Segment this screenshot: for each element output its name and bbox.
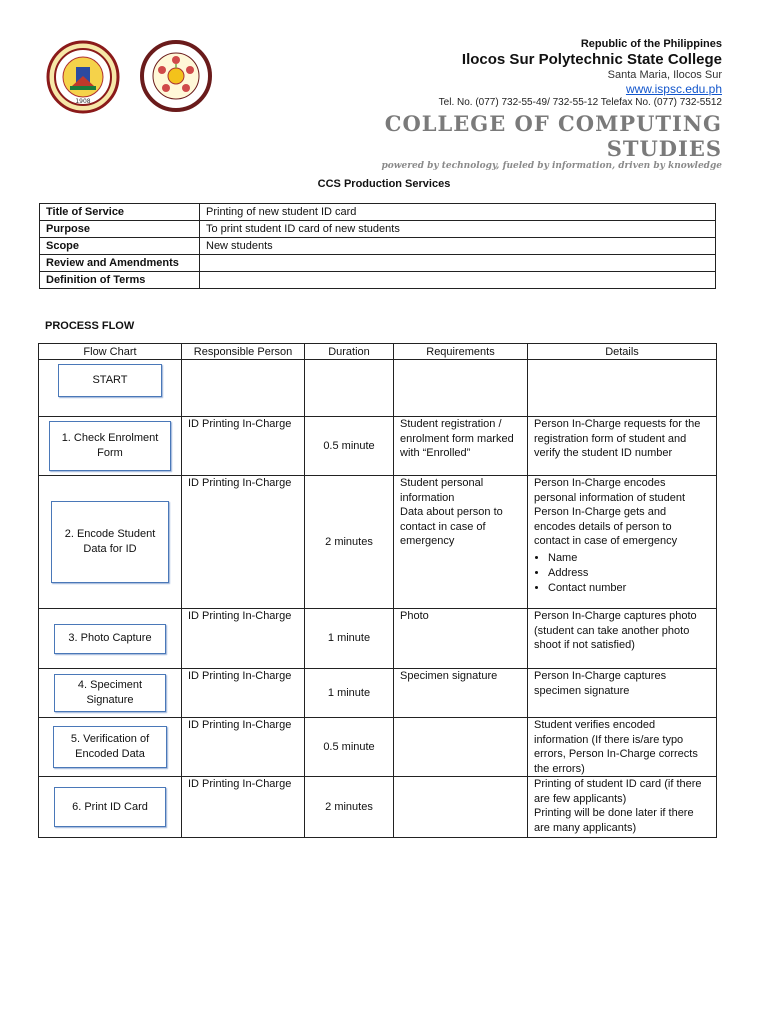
list-item: • Contact number: [548, 581, 710, 596]
service-key: Scope: [40, 238, 200, 255]
website-link[interactable]: www.ispsc.edu.ph: [625, 82, 722, 97]
requirements-cell: Specimen signature: [394, 669, 528, 718]
table-row: [39, 417, 717, 476]
details-cell: Person In-Charge requests for the registration form of student and verify the student ID number: [528, 417, 717, 476]
process-flow-table: [38, 343, 717, 838]
flow-cell: [39, 718, 182, 777]
requirement-text: Data about person to contact in case of emergency: [400, 506, 503, 547]
requirements-cell: [394, 777, 528, 838]
flow-cell: [39, 777, 182, 838]
flow-box-step: 2. Encode Student Data for ID: [51, 501, 169, 583]
details-cell: [528, 476, 717, 609]
service-value: [200, 255, 716, 272]
person-cell: ID Printing In-Charge: [182, 476, 305, 609]
table-row: [39, 777, 717, 838]
process-flow-heading: PROCESS FLOW: [45, 320, 135, 332]
department-name: COLLEGE OF COMPUTING STUDIES: [384, 110, 722, 161]
flow-cell: [39, 476, 182, 609]
detail-text: Printing of student ID card (if there are few applicants): [534, 778, 702, 805]
col-header: Responsible Person: [182, 344, 305, 360]
service-value: Printing of new student ID card: [200, 204, 716, 221]
service-info-table: [39, 203, 716, 289]
duration-cell: 1 minute: [305, 669, 394, 718]
list-item: • Name: [548, 551, 710, 566]
table-row: [40, 255, 716, 272]
table-row: [39, 669, 717, 718]
table-header-row: [39, 344, 717, 360]
detail-text: Person In-Charge encodes personal information of student: [534, 477, 686, 504]
flow-box-start: START: [58, 364, 162, 397]
tagline: powered by technology, fueled by information, driven by knowledge: [381, 161, 722, 172]
table-row: [40, 272, 716, 289]
person-cell: [182, 360, 305, 417]
col-header: Flow Chart: [39, 344, 182, 360]
service-value: [200, 272, 716, 289]
person-cell: ID Printing In-Charge: [182, 669, 305, 718]
person-cell: ID Printing In-Charge: [182, 777, 305, 838]
flow-box-step: 6. Print ID Card: [54, 787, 166, 827]
flow-box-step: 1. Check Enrolment Form: [49, 421, 171, 471]
details-cell: Student verifies encoded information (If there is/are typo errors, Person In-Charge corrects the errors): [528, 718, 717, 777]
table-row: [39, 476, 717, 609]
requirements-cell: [394, 718, 528, 777]
svg-text:ISPSC: ISPSC: [167, 101, 185, 108]
details-cell: [528, 360, 717, 417]
col-header: Duration: [305, 344, 394, 360]
service-key: Review and Amendments: [40, 255, 200, 272]
details-cell: [528, 777, 717, 838]
requirements-cell: [394, 360, 528, 417]
table-row: [40, 238, 716, 255]
service-value: New students: [200, 238, 716, 255]
ccs-seal-logo: [140, 40, 212, 112]
person-cell: ID Printing In-Charge: [182, 609, 305, 669]
duration-cell: 1 minute: [305, 609, 394, 669]
col-header: Requirements: [394, 344, 528, 360]
duration-cell: 2 minutes: [305, 476, 394, 609]
flow-cell: [39, 609, 182, 669]
flow-cell: [39, 417, 182, 476]
flow-box-step: 5. Verification of Encoded Data: [53, 726, 167, 768]
flow-cell: [39, 669, 182, 718]
person-cell: ID Printing In-Charge: [182, 718, 305, 777]
letterhead: [302, 38, 722, 172]
table-row: [40, 221, 716, 238]
table-row: [39, 360, 717, 417]
service-key: Title of Service: [40, 204, 200, 221]
service-key: Purpose: [40, 221, 200, 238]
republic-line: Republic of the Philippines: [580, 38, 722, 50]
person-cell: ID Printing In-Charge: [182, 417, 305, 476]
contact-bullet-list: [534, 551, 710, 596]
col-header: Details: [528, 344, 717, 360]
requirements-cell: [394, 476, 528, 609]
duration-cell: 0.5 minute: [305, 417, 394, 476]
duration-cell: [305, 360, 394, 417]
detail-text: Person In-Charge gets and encodes details of person to contact in case of emergency: [534, 506, 678, 547]
college-address: Santa Maria, Ilocos Sur: [607, 69, 722, 82]
duration-cell: 2 minutes: [305, 777, 394, 838]
duration-cell: 0.5 minute: [305, 718, 394, 777]
flow-box-step: 4. Speciment Signature: [54, 674, 166, 712]
requirements-cell: Photo: [394, 609, 528, 669]
college-name: Ilocos Sur Polytechnic State College: [461, 51, 722, 69]
details-cell: Person In-Charge captures specimen signature: [528, 669, 717, 718]
ispsc-seal-logo: [46, 40, 120, 114]
detail-text: Printing will be done later if there are many applicants): [534, 807, 694, 834]
requirements-cell: Student registration / enrolment form marked with “Enrolled”: [394, 417, 528, 476]
table-row: [40, 204, 716, 221]
details-cell: Person In-Charge captures photo (student can take another photo shoot if not satisfied): [528, 609, 717, 669]
service-value: To print student ID card of new students: [200, 221, 716, 238]
table-row: [39, 609, 717, 669]
flow-box-step: 3. Photo Capture: [54, 624, 166, 654]
logos: [46, 40, 226, 112]
service-key: Definition of Terms: [40, 272, 200, 289]
svg-text:1908: 1908: [75, 98, 91, 105]
table-row: [39, 718, 717, 777]
contact-numbers: Tel. No. (077) 732-55-49/ 732-55-12 Telefax No. (077) 732-5512: [438, 96, 722, 108]
list-item: • Address: [548, 566, 710, 581]
document-title: CCS Production Services: [317, 178, 451, 190]
requirement-text: Student personal information: [400, 477, 484, 504]
flow-cell: [39, 360, 182, 417]
